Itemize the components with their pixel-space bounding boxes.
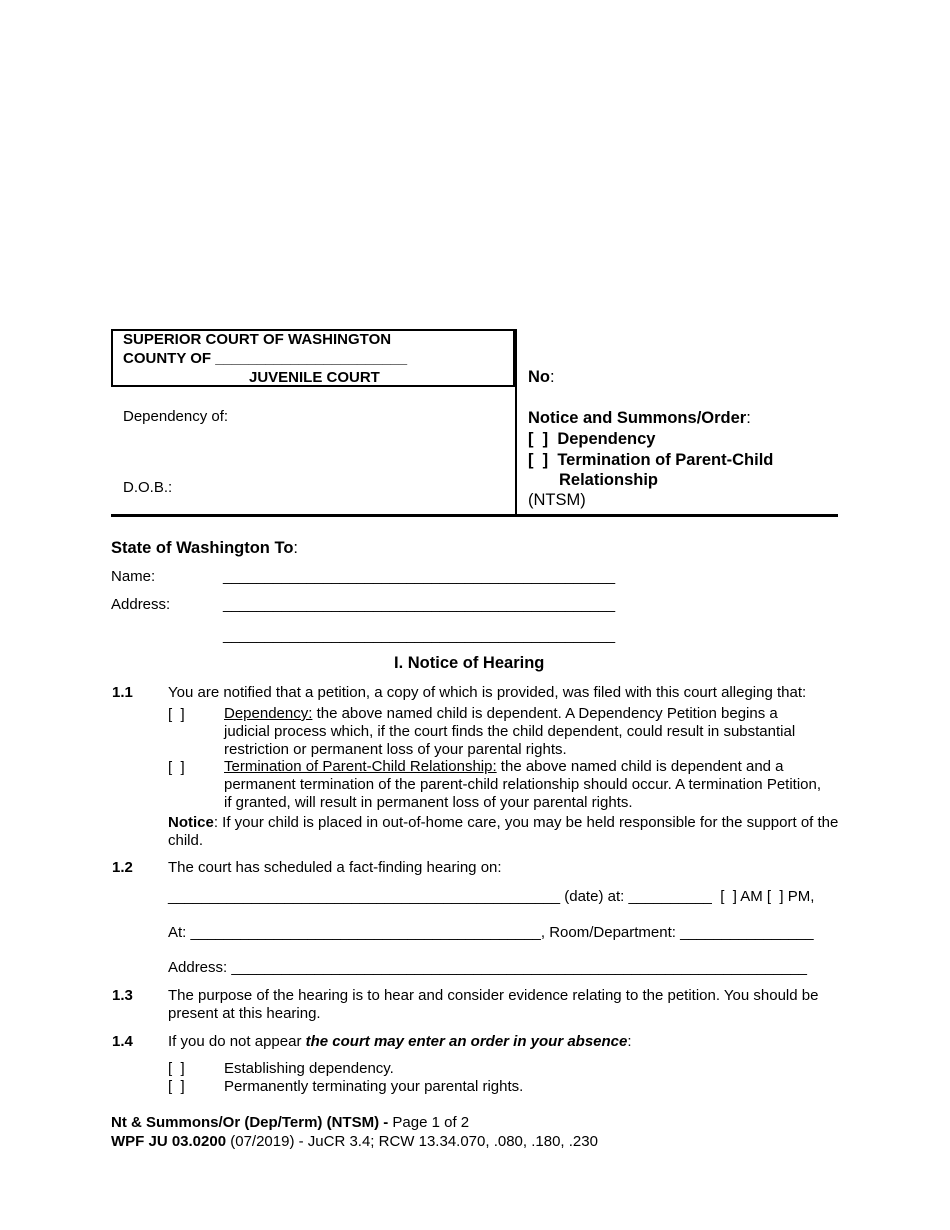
para-1-2-text: The court has scheduled a fact-finding hearing on: (168, 859, 502, 876)
dependency-option-text: Dependency: the above named child is dependent. A Dependency Petition begins a judicial process which, if the court finds the child dependent, could result in substantial restriction or permanent loss of your parental rights. (224, 705, 796, 758)
case-number-label: No: (528, 368, 555, 386)
hearing-date-line[interactable]: _______________________________________________ (date) at: __________ [ ] AM [ ] PM, (168, 888, 815, 905)
termination-option-text: Termination of Parent-Child Relationship: the above named child is dependent and a permanent termination of the parent-child relationship should occur. A termination Petition, if granted, will result in permanent loss of your parental rights. (224, 758, 822, 811)
hearing-location-line[interactable]: At: __________________________________________, Room/Department: ________________ (168, 924, 814, 941)
checkbox-termination[interactable]: [ ] Termination of Parent-Child (528, 451, 774, 469)
court-name-line1: SUPERIOR COURT OF WASHINGTON (123, 331, 392, 348)
checkbox-establish-dependency[interactable]: [ ] (168, 1060, 185, 1077)
para-1-4-text: If you do not appear the court may enter an order in your absence: (168, 1033, 632, 1050)
footer-form-title: Nt & Summons/Or (Dep/Term) (NTSM) - Page 1 of 2 (111, 1114, 470, 1131)
addressee-heading: State of Washington To: (111, 539, 298, 557)
para-number-1-2: 1.2 (112, 859, 133, 876)
juvenile-court-label: JUVENILE COURT (249, 369, 380, 386)
dob-label: D.O.B.: (123, 479, 173, 496)
county-line: COUNTY OF _______________________ (123, 350, 408, 367)
para-1-3-text: The purpose of the hearing is to hear and consider evidence relating to the petition. You should be present at this hearing. (168, 987, 819, 1022)
address-label: Address: (111, 596, 171, 613)
caption-bottom-rule (111, 514, 838, 517)
para-number-1-3: 1.3 (112, 987, 133, 1004)
checkbox-dependency[interactable]: [ ] Dependency (528, 430, 656, 448)
item-establish-dependency: Establishing dependency. (224, 1060, 394, 1077)
address-field-line2[interactable]: _______________________________________________ (223, 627, 616, 644)
name-field[interactable]: _______________________________________________ (223, 568, 616, 585)
dependency-of-label: Dependency of: (123, 408, 229, 425)
support-notice: Notice: If your child is placed in out-of-home care, you may be held responsible for the support of the child. (168, 814, 839, 849)
hearing-address-line[interactable]: Address: _____________________________________________________________________ (168, 959, 807, 976)
footer-form-id: WPF JU 03.0200 (07/2019) - JuCR 3.4; RCW 13.34.070, .080, .180, .230 (111, 1133, 598, 1150)
caption-vertical-divider (515, 329, 517, 516)
address-field-line1[interactable]: _______________________________________________ (223, 596, 616, 613)
termination-continued: Relationship (559, 471, 659, 489)
checkbox-terminate-rights[interactable]: [ ] (168, 1078, 185, 1095)
section-heading: I. Notice of Hearing (394, 654, 545, 672)
checkbox-petition-termination[interactable]: [ ] (168, 759, 185, 776)
para-1-1-text: You are notified that a petition, a copy of which is provided, was filed with this court alleging that: (168, 684, 807, 701)
name-label: Name: (111, 568, 156, 585)
checkbox-petition-dependency[interactable]: [ ] (168, 706, 185, 723)
item-terminate-rights: Permanently terminating your parental rights. (224, 1078, 524, 1095)
form-abbreviation: (NTSM) (528, 491, 586, 509)
document-title: Notice and Summons/Order: (528, 409, 751, 427)
para-number-1-1: 1.1 (112, 684, 133, 701)
para-number-1-4: 1.4 (112, 1033, 133, 1050)
